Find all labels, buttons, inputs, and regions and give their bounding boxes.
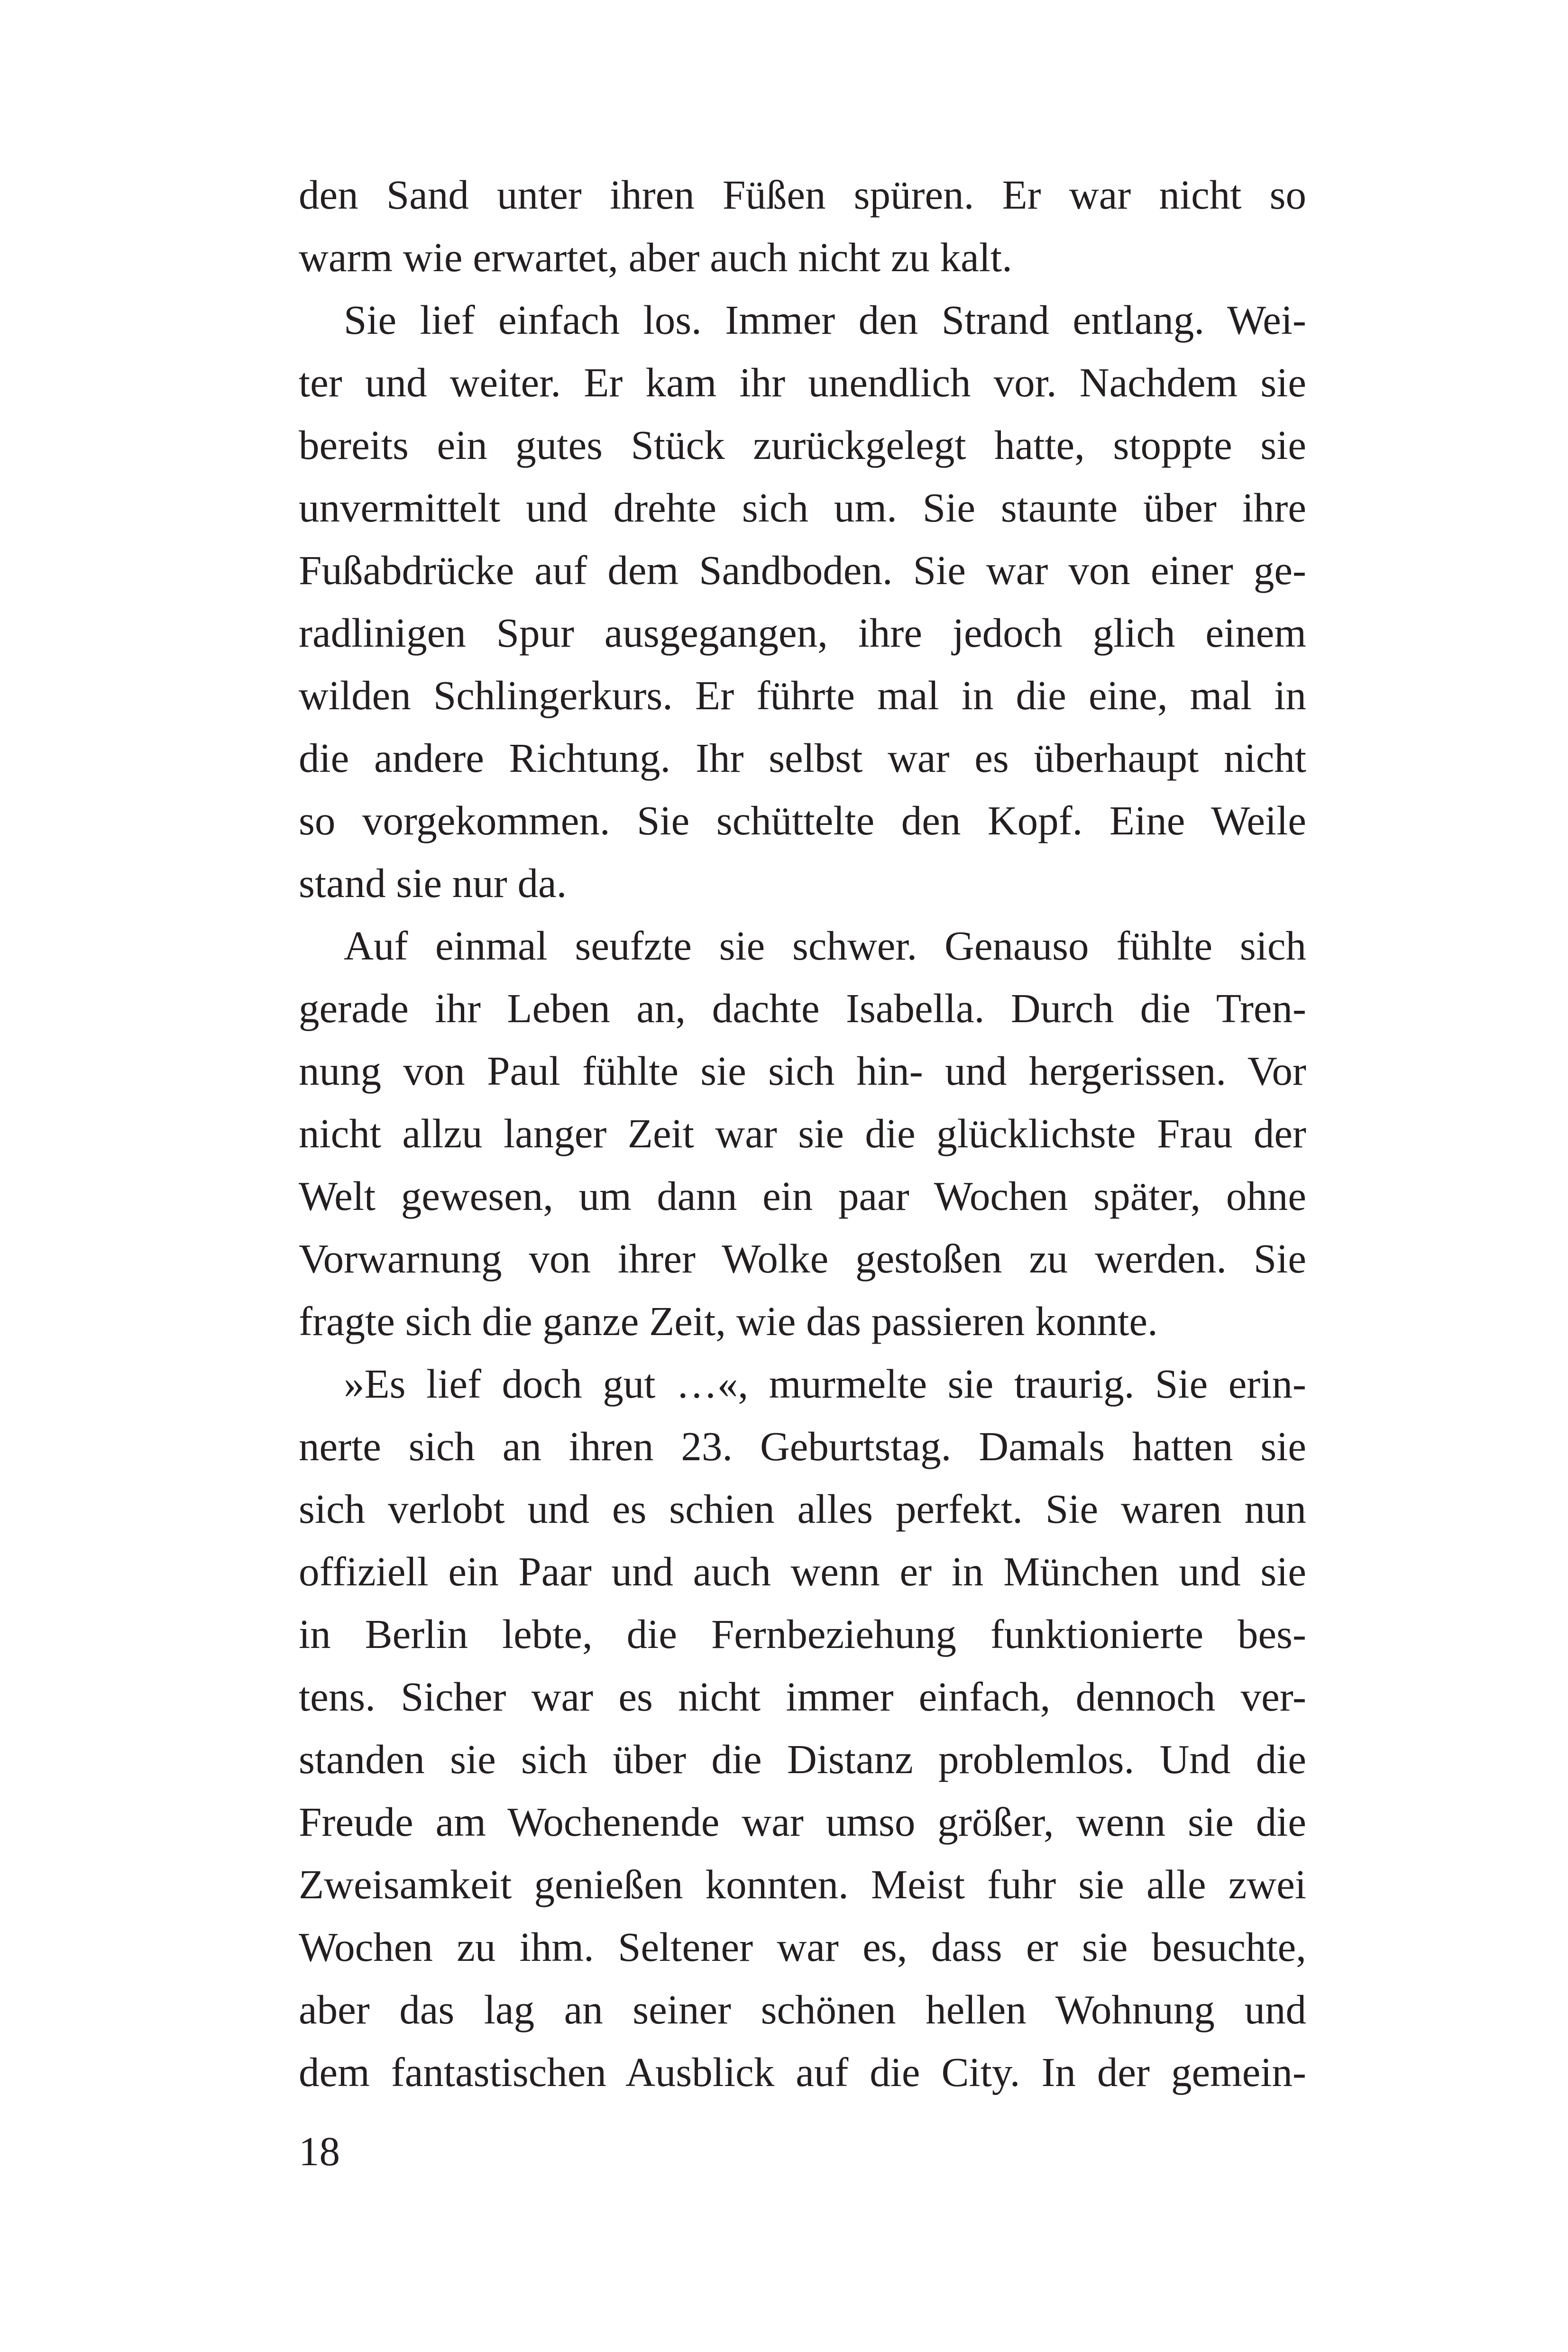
text-line: nicht allzu langer Zeit war sie die glücklichste Frau der [299,1110,1306,1156]
text-line: Welt gewesen, um dann ein paar Wochen später, ohne [299,1173,1306,1219]
text-line: Freude am Wochenende war umso größer, wenn sie die [299,1799,1306,1845]
text-line: bereits ein gutes Stück zurückgelegt hatte, stoppte sie [299,422,1306,468]
text-line: Sie lief einfach los. Immer den Strand entlang. Wei- [344,297,1306,343]
text-line: Zweisamkeit genießen konnten. Meist fuhr sie alle zwei [299,1861,1306,1907]
text-line: nung von Paul fühlte sie sich hin- und hergerissen. Vor [299,1048,1306,1094]
body-text [299,164,1306,2104]
text-line: den Sand unter ihren Füßen spüren. Er war nicht so [299,172,1306,218]
text-line: sich verlobt und es schien alles perfekt. Sie waren nun [299,1486,1306,1532]
text-line: »Es lief doch gut …«, murmelte sie traurig. Sie erin- [344,1361,1306,1407]
text-line: unvermittelt und drehte sich um. Sie staunte über ihre [299,485,1306,531]
text-line: fragte sich die ganze Zeit, wie das passieren konnte. [299,1298,1158,1344]
text-line: ter und weiter. Er kam ihr unendlich vor. Nachdem sie [299,359,1306,405]
text-line: wilden Schlingerkurs. Er führte mal in die eine, mal in [299,672,1306,718]
text-line: aber das lag an seiner schönen hellen Wohnung und [299,1986,1306,2032]
text-line: offiziell ein Paar und auch wenn er in München und sie [299,1548,1306,1594]
text-line: warm wie erwartet, aber auch nicht zu kalt. [299,234,1012,280]
text-line: Wochen zu ihm. Seltener war es, dass er sie besuchte, [299,1924,1306,1970]
text-line: dem fantastischen Ausblick auf die City. In der gemein- [299,2049,1306,2095]
text-line: in Berlin lebte, die Fernbeziehung funktionierte bes- [299,1611,1306,1657]
text-line: standen sie sich über die Distanz problemlos. Und die [299,1736,1306,1782]
text-line: radlinigen Spur ausgegangen, ihre jedoch glich einem [299,610,1306,656]
text-line: Fußabdrücke auf dem Sandboden. Sie war von einer ge- [299,547,1306,593]
page-number: 18 [299,2128,340,2174]
text-line: so vorgekommen. Sie schüttelte den Kopf. Eine Weile [299,797,1306,843]
text-line: gerade ihr Leben an, dachte Isabella. Durch die Tren- [299,985,1306,1031]
text-line: die andere Richtung. Ihr selbst war es überhaupt nicht [299,735,1306,781]
text-line: tens. Sicher war es nicht immer einfach, dennoch ver- [299,1674,1306,1720]
text-line: nerte sich an ihren 23. Geburtstag. Damals hatten sie [299,1423,1306,1469]
text-line: Vorwarnung von ihrer Wolke gestoßen zu werden. Sie [299,1235,1306,1281]
text-line: stand sie nur da. [299,860,567,906]
text-line: Auf einmal seufzte sie schwer. Genauso fühlte sich [344,923,1306,969]
